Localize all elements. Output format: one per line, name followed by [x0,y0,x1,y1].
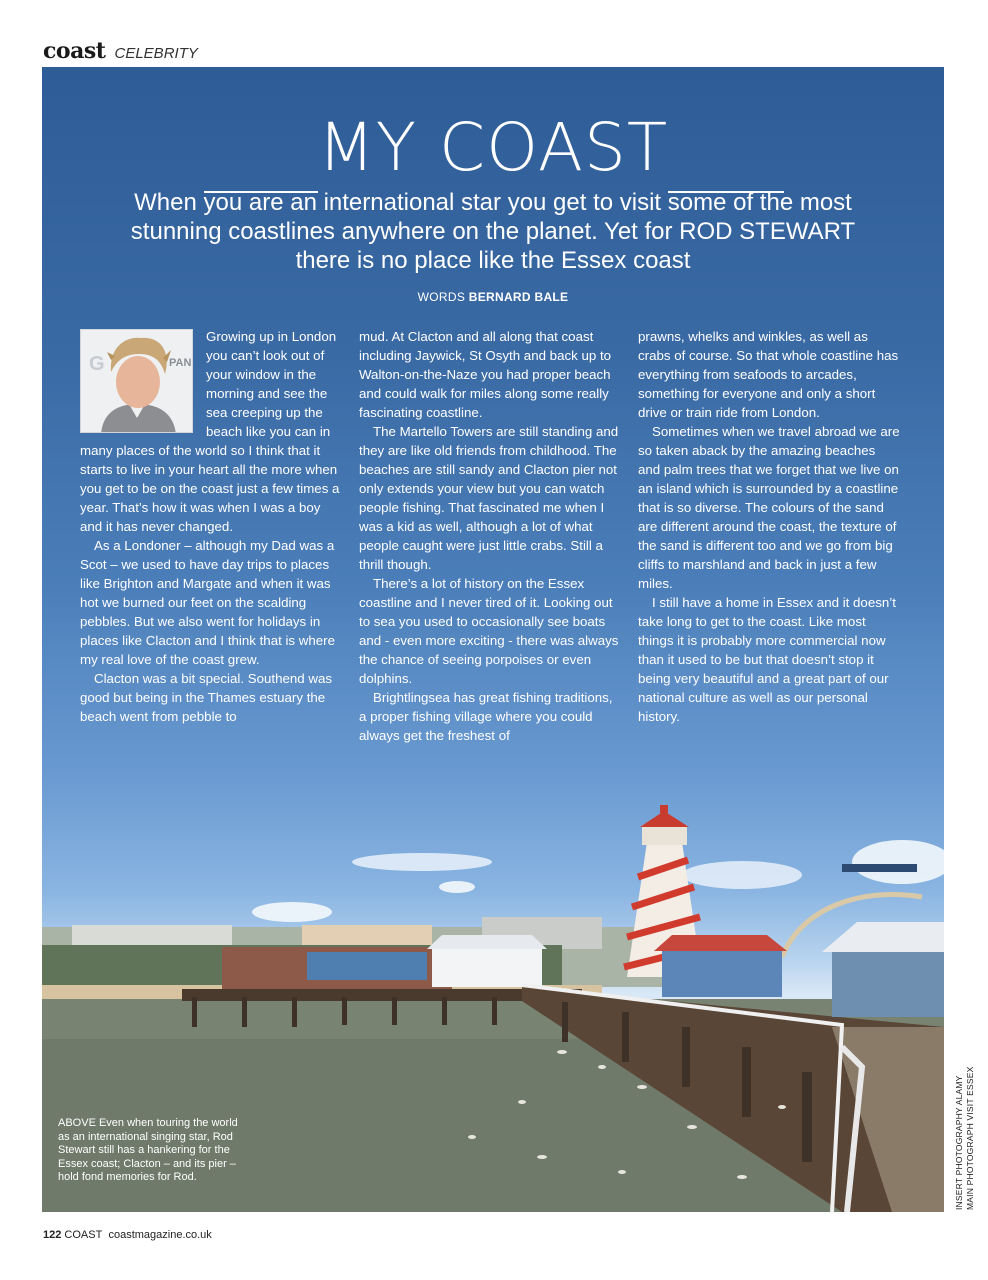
cloud [439,881,475,893]
fair-stall [662,947,782,997]
article-paragraph: Sometimes when we travel abroad we are so taken aback by the amazing beaches and palm trees that we forget that we live on an island which is surrounded by a coastline that is so diverse. The colours of the sand are different around the coast, the texture of the sand is different too and we go from big cliffs to marshland and back in just a few miles. [638,424,900,591]
ride-sign [842,864,917,872]
white-kiosk [432,947,542,987]
cloud [252,902,332,922]
article-paragraph: As a Londoner – although my Dad was a Scot – we used to have day trips to places like Brighton and Margate and when it was hot we burned our feet on the scalding pebbles. But we also went for holidays in places like Clacton and I think that is where my real love of the coast grew. [80,538,335,667]
cloud [682,861,802,889]
article-paragraph: Growing up in London you can’t look out of your window in the morning and see the sea creeping up the beach like you can in many places of the world so I think that it starts to live in your heart all the more when you get to be on the coast just a few times a year. That’s how it was when I was a boy and it has never changed. [80,329,340,534]
article-paragraph: I still have a home in Essex and it doesn’t take long to get to the coast. Like most things it is probably more commercial now than it used to be but that doesn’t stop it being very beautiful and a great part of our national culture as well as our personal history. [638,595,896,724]
headline-row [42,109,944,186]
byline-author: BERNARD BALE [468,290,569,304]
page-title: MY COAST [317,109,669,186]
portrait-backdrop-letters-right: PAN [169,357,192,369]
photo-credits [954,1060,975,1210]
portrait-backdrop-letter-left: G [89,353,105,375]
article-paragraph: Brightlingsea has great fishing traditions, a proper fishing village where you could always get the freshest of [359,690,613,743]
white-kiosk-roof [427,935,547,949]
running-head [43,38,198,64]
article-paragraph: The Martello Towers are still standing and they are like old friends from childhood. The beaches are still sandy and Clacton pier not only extends your view but you can watch people fishing. That fascinated me when I was a kid as well, although a lot of what people caught were just little crabs. Still a thrill though. [359,424,619,572]
insert-photo-credit: INSERT PHOTOGRAPHY ALAMY [954,1075,964,1210]
article-paragraph: prawns, whelks and winkles, as well as crabs of course. So that whole coastline has everything from seafoods to arcades, something for everyone and only a short drive or train ride from London. [638,329,899,420]
article-column-1 [80,327,342,726]
article-paragraph: Clacton was a bit special. Southend was good but being in the Thames estuary the beach went from pebble to [80,671,333,724]
magazine-brand: coast [43,38,106,64]
page-number: 122 [43,1229,62,1241]
section-label: CELEBRITY [114,45,198,62]
fair-stall-roof [654,935,787,951]
pier-pavilion-sign [307,952,427,980]
article-paragraph: mud. At Clacton and all along that coast including Jaywick, St Osyth and back up to Walton-on-the-Naze you had proper beach and could walk for miles along some really fascinating coastline. [359,329,612,420]
building [302,925,432,947]
magazine-url: coastmagazine.co.uk [108,1229,212,1241]
standfirst: When you are an international star you get to visit some of the most stunning coastlines anywhere on the planet. Yet for ROD STEWART there is no place like the Essex coast [130,189,856,274]
right-kiosk [832,947,944,1017]
article-column-2 [359,327,621,745]
main-photo-panel [42,67,944,1212]
byline [42,290,944,304]
article-column-3 [638,327,900,726]
portrait-image [81,330,193,433]
byline-prefix: WORDS [417,290,466,304]
main-photo-credit: MAIN PHOTOGRAPH VISIT ESSEX [964,1066,975,1210]
folio-magazine: COAST [64,1229,103,1241]
article-paragraph: There’s a lot of history on the Essex coastline and I never tired of it. Looking out to sea you used to occasionally see boats and - even more exciting - there was always the chance of seeing porpoises or even dolphins. [359,576,619,686]
right-kiosk-roof [822,922,944,952]
cloud [352,853,492,871]
cloud [852,840,944,884]
rod-stewart-portrait [80,329,193,433]
photo-caption: ABOVE Even when touring the world as an international singing star, Rod Stewart still has a hankering for the Essex coast; Clacton – and its pier – hold fond memories for Rod. [58,1117,238,1183]
folio [43,1229,212,1241]
